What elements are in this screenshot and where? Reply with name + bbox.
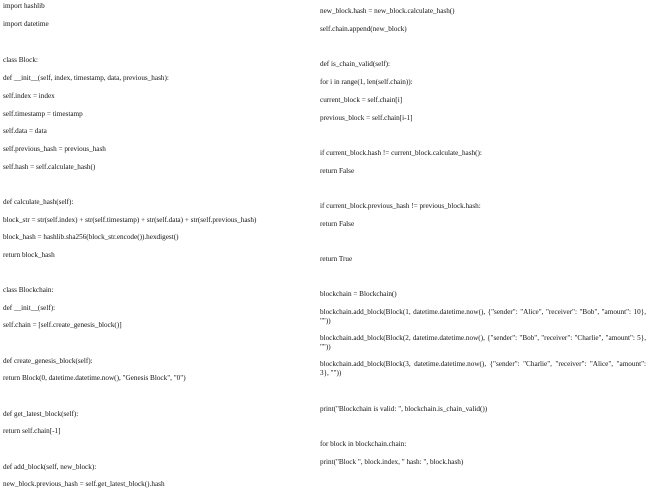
right-code-line: blockchain = Blockchain(): [320, 290, 397, 298]
right-code-line: blockchain.add_block(Block(2, datetime.datetime.now(), {"sender": "Bob", "receiver": "Charlie", "amount": 5}, "")): [320, 334, 646, 351]
left-code-line: import datetime: [3, 20, 49, 28]
right-code-line: blockchain.add_block(Block(1, datetime.datetime.now(), {"sender": "Alice", "receiver": "Bob", "amount": 10}, "")): [320, 308, 646, 325]
right-code-line: if current_block.previous_hash != previous_block.hash:: [320, 202, 481, 210]
left-code-line: def calculate_hash(self):: [3, 198, 74, 206]
left-code-line: def get_latest_block(self):: [3, 410, 79, 418]
right-code-line: previous_block = self.chain[i-1]: [320, 114, 413, 122]
left-code-line: return self.chain[-1]: [3, 427, 61, 435]
right-code-line: current_block = self.chain[i]: [320, 96, 403, 104]
left-code-line: self.chain = [self.create_genesis_block()]: [3, 321, 122, 329]
left-code-line: self.timestamp = timestamp: [3, 110, 83, 118]
left-code-line: block_str = str(self.index) + str(self.timestamp) + str(self.data) + str(self.previous_hash): [3, 216, 257, 224]
left-code-line: new_block.previous_hash = self.get_latest_block().hash: [3, 480, 165, 488]
left-code-line: def add_block(self, new_block):: [3, 463, 97, 471]
left-code-line: self.previous_hash = previous_hash: [3, 145, 106, 153]
left-code-line: class Block:: [3, 56, 38, 64]
left-code-line: return Block(0, datetime.datetime.now(), "Genesis Block", "0"): [3, 374, 186, 382]
right-code-line: def is_chain_valid(self):: [320, 60, 391, 68]
left-code-line: def __init__(self):: [3, 304, 56, 312]
right-code-line: print("Blockchain is valid: ", blockchain.is_chain_valid()): [320, 405, 488, 413]
left-code-line: self.hash = self.calculate_hash(): [3, 163, 96, 171]
left-code-line: class Blockchain:: [3, 286, 54, 294]
left-code-line: def __init__(self, index, timestamp, data, previous_hash):: [3, 74, 169, 82]
left-code-line: import hashlib: [3, 2, 45, 10]
right-code-line: blockchain.add_block(Block(3, datetime.datetime.now(), {"sender": "Charlie", "receiver": "Alice", "amount": 3}, "")): [320, 360, 646, 377]
right-code-line: for i in range(1, len(self.chain)):: [320, 78, 413, 86]
right-code-line: for block in blockchain.chain:: [320, 440, 407, 448]
left-code-line: block_hash = hashlib.sha256(block_str.encode()).hexdigest(): [3, 233, 179, 241]
right-code-line: if current_block.hash != current_block.calculate_hash():: [320, 149, 482, 157]
right-code-line: return True: [320, 255, 353, 263]
right-code-line: return False: [320, 167, 355, 175]
right-code-line: new_block.hash = new_block.calculate_hash(): [320, 7, 455, 15]
left-code-line: self.data = data: [3, 127, 47, 135]
left-code-line: return block_hash: [3, 251, 55, 259]
left-code-line: def create_genesis_block(self):: [3, 357, 93, 365]
right-code-line: print("Block ", block.index, " hash: ", block.hash): [320, 458, 464, 466]
right-code-line: self.chain.append(new_block): [320, 25, 407, 33]
left-code-line: self.index = index: [3, 92, 55, 100]
right-code-line: return False: [320, 220, 355, 228]
